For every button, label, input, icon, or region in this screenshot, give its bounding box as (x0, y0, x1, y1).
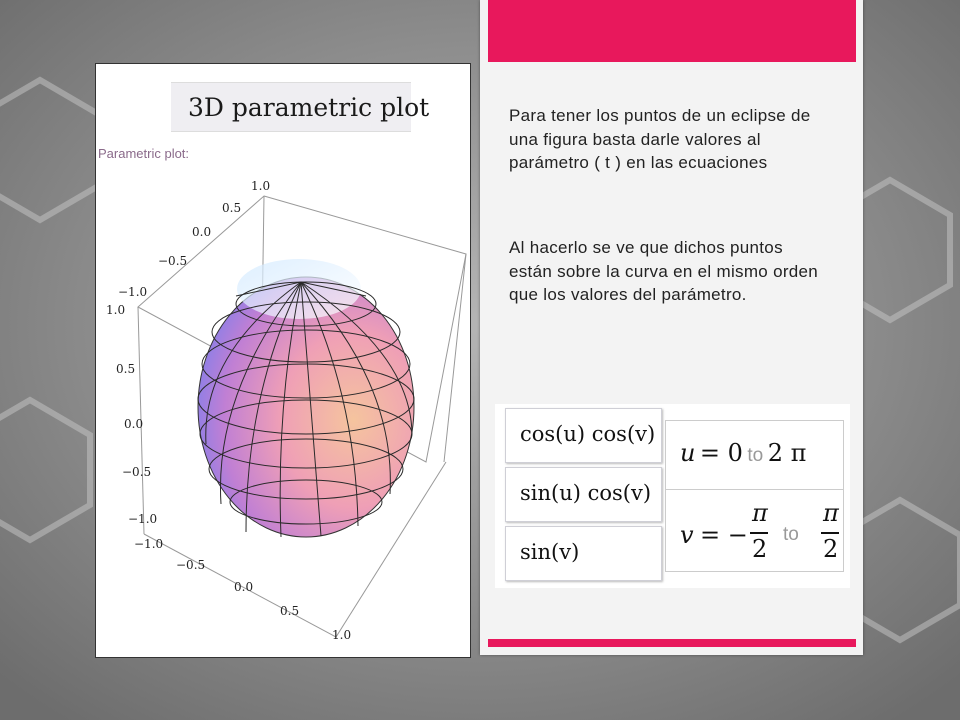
equations-table (495, 404, 850, 588)
u-end: 2 π (767, 439, 807, 467)
accent-bar-top (488, 0, 856, 62)
parameter-ranges (665, 420, 844, 572)
paragraph-1: Para tener los puntos de un eclipse de una figura basta darle valores al parámetro ( t ) en las ecuaciones (509, 106, 811, 172)
tick-label: −0.5 (158, 254, 188, 268)
tick-label: −1.0 (118, 285, 148, 299)
u-eq: = 0 (699, 439, 743, 467)
sphere-plot (96, 64, 470, 657)
equation-x (505, 408, 662, 463)
tick-label: −1.0 (128, 512, 158, 526)
v-range (680, 499, 845, 569)
tick-label: −0.5 (176, 558, 206, 572)
equation-text: sin(v) (520, 540, 580, 564)
parametric-plot-image (95, 63, 471, 658)
tick-label: 0.0 (234, 580, 254, 594)
u-to: to (747, 445, 764, 466)
tick-label: 0.0 (124, 417, 144, 431)
u-range (680, 439, 806, 467)
v-num-b: π (823, 499, 839, 527)
v-den-a: 2 (752, 535, 768, 563)
tick-label: 1.0 (332, 628, 352, 642)
v-num-a: π (752, 499, 768, 527)
v-den-b: 2 (823, 535, 839, 563)
plot-title: 3D parametric plot (188, 93, 430, 122)
tick-label: 0.5 (116, 362, 136, 376)
v-var: v (680, 521, 694, 549)
tick-label: −1.0 (134, 537, 164, 551)
accent-bar-bottom (488, 639, 856, 647)
plot-subtitle: Parametric plot: (98, 146, 190, 161)
v-to: to (783, 524, 799, 545)
paragraph-2: Al hacerlo se ve que dichos puntos están sobre la curva en el mismo orden que los valores del parámetro. (509, 238, 819, 304)
tick-label: 0.0 (192, 225, 212, 239)
tick-label: −0.5 (122, 465, 152, 479)
equation-text: cos(u) cos(v) (520, 422, 656, 446)
tick-label: 1.0 (251, 179, 271, 193)
equation-text: sin(u) cos(v) (520, 481, 652, 505)
tick-label: 0.5 (222, 201, 242, 215)
equation-z (505, 526, 662, 581)
tick-label: 1.0 (106, 303, 126, 317)
tick-label: 0.5 (280, 604, 300, 618)
equation-y (505, 467, 662, 522)
u-var: u (680, 439, 696, 467)
v-eq: = − (700, 521, 748, 549)
content-card (480, 0, 863, 655)
